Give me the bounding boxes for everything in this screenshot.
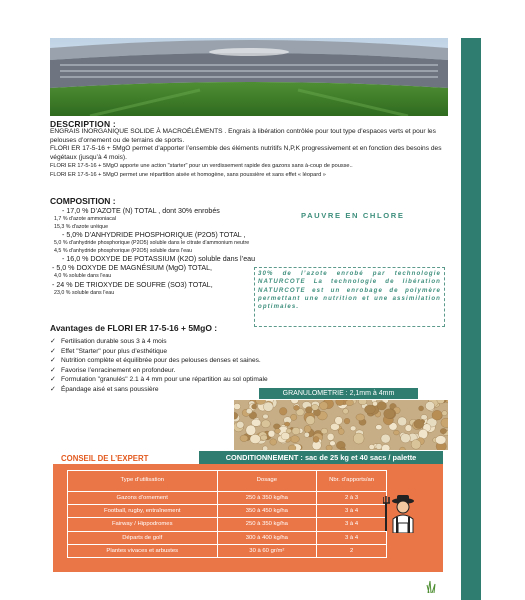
column-header: Type d’utilisation — [68, 471, 218, 492]
check-icon: ✓ — [50, 357, 56, 364]
granule — [419, 406, 424, 411]
granule — [313, 437, 319, 443]
table-row — [68, 518, 387, 531]
granule — [263, 446, 268, 450]
granule — [425, 402, 434, 411]
side-accent-bar — [461, 38, 481, 600]
description-heading: DESCRIPTION : — [50, 119, 116, 129]
pauvre-en-chlore-label: PAUVRE EN CHLORE — [301, 211, 405, 220]
granule — [369, 444, 375, 449]
granule — [261, 420, 270, 428]
granule — [236, 421, 244, 428]
dosage-table — [67, 470, 387, 558]
table-header-row — [68, 471, 387, 492]
granule — [414, 419, 424, 428]
granule — [305, 407, 312, 413]
granule — [441, 418, 448, 427]
granule — [279, 408, 287, 416]
granule — [246, 408, 252, 413]
avantage-text: Formulation "granulés" 2.1 à 4 mm pour une répartition au sol optimale — [61, 376, 268, 383]
granule — [377, 402, 386, 410]
conditionnement-label: CONDITIONNEMENT : sac de 25 kg et 40 sacs / palette — [199, 451, 443, 465]
composition-heading: COMPOSITION : — [50, 196, 116, 206]
check-icon: ✓ — [50, 385, 56, 393]
table-row — [68, 544, 387, 557]
granule — [263, 414, 269, 419]
composition-sub: 1,7 % d'azote ammoniacal — [54, 216, 116, 222]
avantage-text: Nutrition complète et équilibrée pour des pelouses denses et saines. — [61, 357, 261, 364]
granule — [398, 417, 407, 426]
granule — [327, 433, 334, 440]
granule — [381, 434, 390, 443]
description-line: FLORI ER 17-5-16 + 5MgO permet une répartition aisée et homogène, sans poussière et sans effet « léopard » — [50, 171, 326, 178]
composition-azote: - 17,0 % D’AZOTE (N) TOTAL , dont 30% enrobés — [62, 207, 220, 215]
granule — [381, 444, 390, 450]
granule — [321, 428, 328, 434]
avantage-text: Épandage aisé et sans poussière — [61, 385, 159, 393]
table-cell: 2 à 3 — [317, 492, 387, 505]
granule — [365, 405, 376, 414]
granule — [411, 440, 421, 450]
granule — [252, 404, 257, 409]
table-cell: Plantes vivaces et arbustes — [68, 544, 218, 557]
composition-sub: 5,0 % d'anhydride phosphorique (P2O5) soluble dans le citrate d'ammonium neutre — [54, 240, 250, 247]
granule — [344, 418, 350, 424]
granule — [405, 425, 412, 432]
granule — [260, 435, 267, 440]
granule — [384, 409, 395, 419]
column-header: Nbr. d’apports/an — [317, 471, 387, 492]
table-cell: 250 à 350 kg/ha — [217, 492, 317, 505]
granule — [440, 428, 446, 433]
table-cell: 300 à 400 kg/ha — [217, 531, 317, 544]
stadium-photo — [50, 38, 448, 116]
composition-magnesium: - 5,0 % DOXYDE DE MAGNÉSIUM (MgO) TOTAL, — [52, 264, 213, 273]
composition-potassium: - 16,0 % DOXYDE DE POTASSIUM (K2O) soluble dans l’eau — [62, 255, 256, 264]
granule — [234, 403, 241, 409]
grass-logo — [426, 579, 456, 593]
composition-sub: 23,0 % soluble dans l'eau — [54, 289, 115, 296]
conseil-expert-heading: CONSEIL DE L’EXPERT — [61, 454, 149, 463]
granule — [418, 429, 427, 439]
granule — [356, 414, 365, 421]
composition-list — [52, 207, 262, 298]
granule — [306, 416, 315, 425]
granule — [401, 434, 411, 443]
composition-sub: 4,0 % soluble dans l'eau — [54, 273, 112, 280]
naturcote-note: 30% de l’azote enrobé par technologie NATURCOTE La technologie de libération NATURCOTE est un enrobage de polymère permettant une nutrition et une assimilation optimales. — [254, 267, 445, 327]
granule — [292, 427, 300, 434]
granule — [288, 445, 296, 450]
granule — [335, 417, 343, 425]
list-item — [50, 375, 380, 385]
table-cell: 3 à 4 — [317, 505, 387, 518]
table-row — [68, 492, 387, 505]
avantage-text: Fertilisation durable sous 3 à 4 mois — [61, 338, 167, 345]
granule — [304, 432, 309, 437]
composition-sub: 4,5 % d'anhydride phosphorique (P2O5) soluble dans l'eau — [54, 247, 193, 254]
list-item — [50, 337, 380, 347]
granule — [442, 411, 447, 416]
granule — [353, 433, 364, 444]
granule — [263, 402, 273, 411]
granule — [246, 425, 256, 435]
list-item — [50, 347, 380, 357]
granule — [350, 426, 356, 431]
granule — [394, 430, 400, 435]
granulometrie-label: GRANULOMETRIE : 2,1mm à 4mm — [259, 388, 418, 399]
farmer-icon — [383, 493, 421, 533]
granule — [275, 429, 281, 434]
table-cell: Gazons d’ornement — [68, 492, 218, 505]
granule — [400, 447, 406, 450]
description-line: FLORI ER 17-5-16 + 5MgO permet d’apporter l’ensemble des éléments nutritifs N,P,K progressivement et en fonction des besoins des végétaux (jusqu’à 4 mois). — [50, 145, 442, 161]
granule — [338, 429, 344, 435]
avantage-text: Effet "Starter" pour plus d’esthétique — [61, 347, 168, 355]
composition-soufre: - 24 % DE TRIOXYDE DE SOUFRE (SO3) TOTAL, — [52, 280, 213, 289]
granule — [320, 402, 328, 410]
check-icon: ✓ — [50, 338, 56, 345]
table-row — [68, 505, 387, 518]
granule — [376, 444, 382, 450]
description-line: ENGRAIS INORGANIQUE SOLIDE À MACROÉLÉMENTS . Engrais à libération contrôlée pour tout type d’espaces verts et pour les pelouses d’ornement ou de terrains de sports. — [50, 128, 436, 144]
granule — [281, 432, 290, 440]
granule — [250, 434, 261, 443]
table-cell: 2 — [317, 544, 387, 557]
table-row — [68, 531, 387, 544]
description-text — [50, 128, 450, 180]
avantages-heading: Avantages de FLORI ER 17-5-16 + 5MgO : — [50, 323, 218, 333]
check-icon: ✓ — [50, 347, 56, 355]
granule — [376, 425, 382, 430]
table-cell: 30 à 60 gr/m² — [217, 544, 317, 557]
table-cell: 3 à 4 — [317, 531, 387, 544]
composition-sub: 15,3 % d'azote uréique — [54, 223, 109, 230]
granule — [284, 422, 289, 426]
granule — [421, 415, 427, 420]
table-cell: Fairway / Hippodromes — [68, 518, 218, 531]
check-icon: ✓ — [50, 366, 56, 374]
table-cell: 250 à 350 kg/ha — [217, 518, 317, 531]
granule — [294, 405, 300, 410]
granule — [270, 439, 277, 445]
avantages-list — [50, 337, 380, 394]
list-item — [50, 366, 380, 376]
list-item — [50, 356, 380, 366]
granule — [286, 429, 292, 433]
granule — [373, 401, 378, 406]
granule — [326, 445, 332, 450]
description-line: FLORI ER 17-5-16 + 5MgO apporte une action "starter" pour un verdissement rapide des gazons sans à-coup de pousse.. — [50, 163, 353, 170]
avantage-text: Favorise l’enracinement en profondeur. — [61, 366, 176, 374]
granule — [330, 441, 336, 446]
granule — [291, 400, 299, 404]
table-cell: Football, rugby, entraînement — [68, 505, 218, 518]
granule — [437, 400, 445, 404]
table-cell: Départs de golf — [68, 531, 218, 544]
granule — [291, 414, 297, 420]
column-header: Dosage — [217, 471, 317, 492]
granule — [290, 436, 299, 443]
check-icon: ✓ — [50, 376, 56, 383]
granule — [432, 410, 442, 420]
granule — [240, 435, 248, 442]
granule — [268, 430, 275, 437]
granule — [343, 408, 349, 414]
granule — [435, 436, 446, 445]
granules-photo — [234, 400, 448, 450]
table-cell: 350 à 450 kg/ha — [217, 505, 317, 518]
granule — [341, 447, 346, 450]
granule — [304, 425, 311, 432]
table-cell: 3 à 4 — [317, 518, 387, 531]
composition-phosphore: - 5,0% D’ANHYDRIDE PHOSPHORIQUE (P2O5) TOTAL , — [62, 231, 246, 240]
